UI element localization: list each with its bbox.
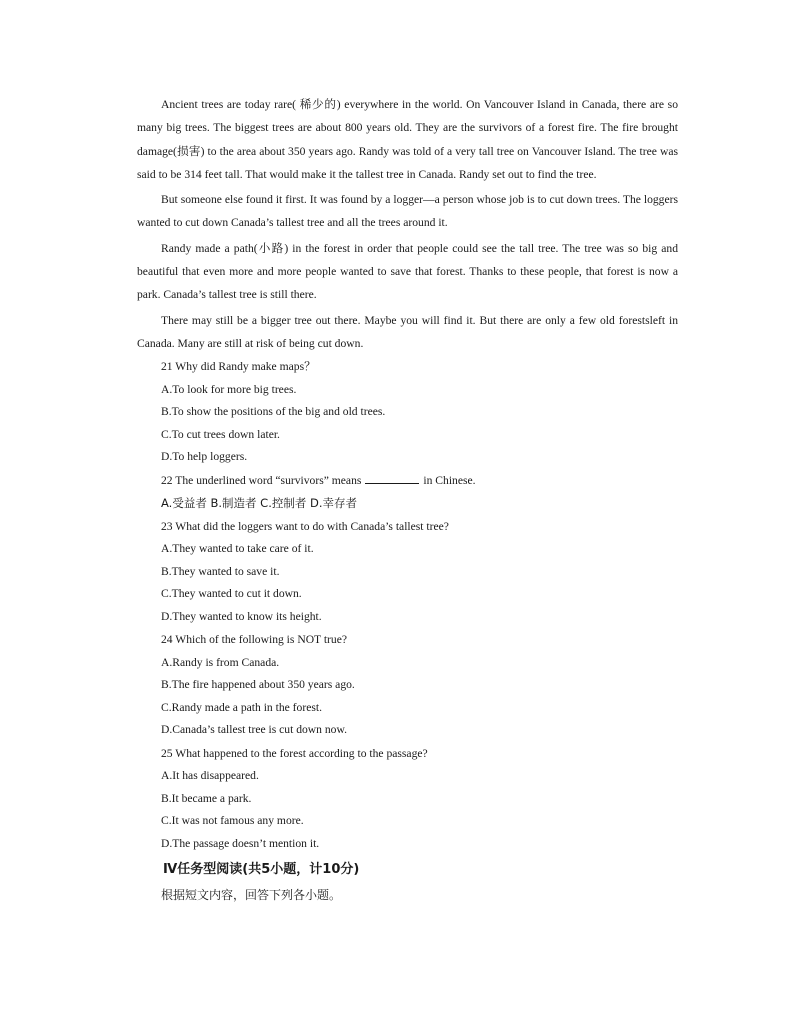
option-b: B.The fire happened about 350 years ago. — [161, 678, 355, 692]
passage-paragraph-4: There may still be a bigger tree out there. Maybe you will find it. But there are only a few old forestsleft in Canada. Many are still at risk of being cut down. — [137, 313, 678, 350]
option-b: B.To show the positions of the big and old trees. — [161, 405, 386, 419]
option-c: C.They wanted to cut it down. — [161, 587, 302, 601]
option-d: D.The passage doesn’t mention it. — [161, 836, 320, 850]
passage-paragraph-1: Ancient trees are today rare( 稀少的) everywhere in the world. On Vancouver Island in Canada, there are so many big trees. The biggest trees are about 800 years old. They are the survivors of a forest fire. The fire brought damage(损害) to the area about 350 years ago. Randy was told of a very tall tree on Vancouver Island. The tree was said to be 314 feet tall. That would make it the tallest tree in Canada. Randy set out to find the tree. — [137, 98, 678, 181]
document-body — [137, 93, 678, 908]
stem-after-blank: in Chinese. — [423, 473, 476, 487]
option-c: C.Randy made a path in the forest. — [161, 700, 322, 714]
option-c: C.It was not famous any more. — [161, 814, 304, 828]
passage-paragraph-3: Randy made a path(小路) in the forest in order that people could see the tall tree. The tree was so big and beautiful that even more and more people wanted to save that forest. Thanks to these people, that forest is now a park. Canada’s tallest tree is still there. — [137, 241, 678, 302]
section-heading: Ⅳ任务型阅读(共5小题，计10分) — [163, 862, 360, 878]
question-24 — [137, 629, 678, 742]
passage-paragraph-2: But someone else found it first. It was found by a logger—a person whose job is to cut down trees. The loggers wanted to cut down Canada’s tallest tree and all the trees around it. — [137, 193, 678, 230]
question-stem: 21 Why did Randy make maps？ — [161, 360, 316, 374]
question-stem: 24 Which of the following is NOT true? — [161, 633, 348, 647]
question-25 — [137, 743, 678, 856]
option-b: B.It became a park. — [161, 791, 252, 805]
stem-before-blank: 22 The underlined word “survivors” means — [161, 473, 362, 487]
answer-blank — [365, 472, 419, 484]
option-c: C.To cut trees down later. — [161, 427, 280, 441]
question-stem — [137, 470, 678, 493]
option-d: D.Canada’s tallest tree is cut down now. — [161, 723, 347, 737]
question-stem: 23 What did the loggers want to do with Canada’s tallest tree? — [161, 519, 449, 533]
options-line: A.受益者 B.制造者 C.控制者 D.幸存者 — [161, 496, 358, 511]
option-d: D.To help loggers. — [161, 450, 248, 464]
question-21 — [137, 356, 678, 469]
option-d: D.They wanted to know its height. — [161, 609, 322, 623]
question-23 — [137, 516, 678, 629]
question-22 — [137, 470, 678, 515]
question-stem: 25 What happened to the forest according to the passage? — [161, 746, 428, 760]
option-a: A.Randy is from Canada. — [161, 655, 280, 669]
option-a: A.To look for more big trees. — [161, 382, 297, 396]
option-a: A.They wanted to take care of it. — [161, 542, 314, 556]
option-a: A.It has disappeared. — [161, 769, 259, 783]
option-b: B.They wanted to save it. — [161, 564, 280, 578]
section-instruction: 根据短文内容，回答下列各小题。 — [161, 888, 342, 903]
